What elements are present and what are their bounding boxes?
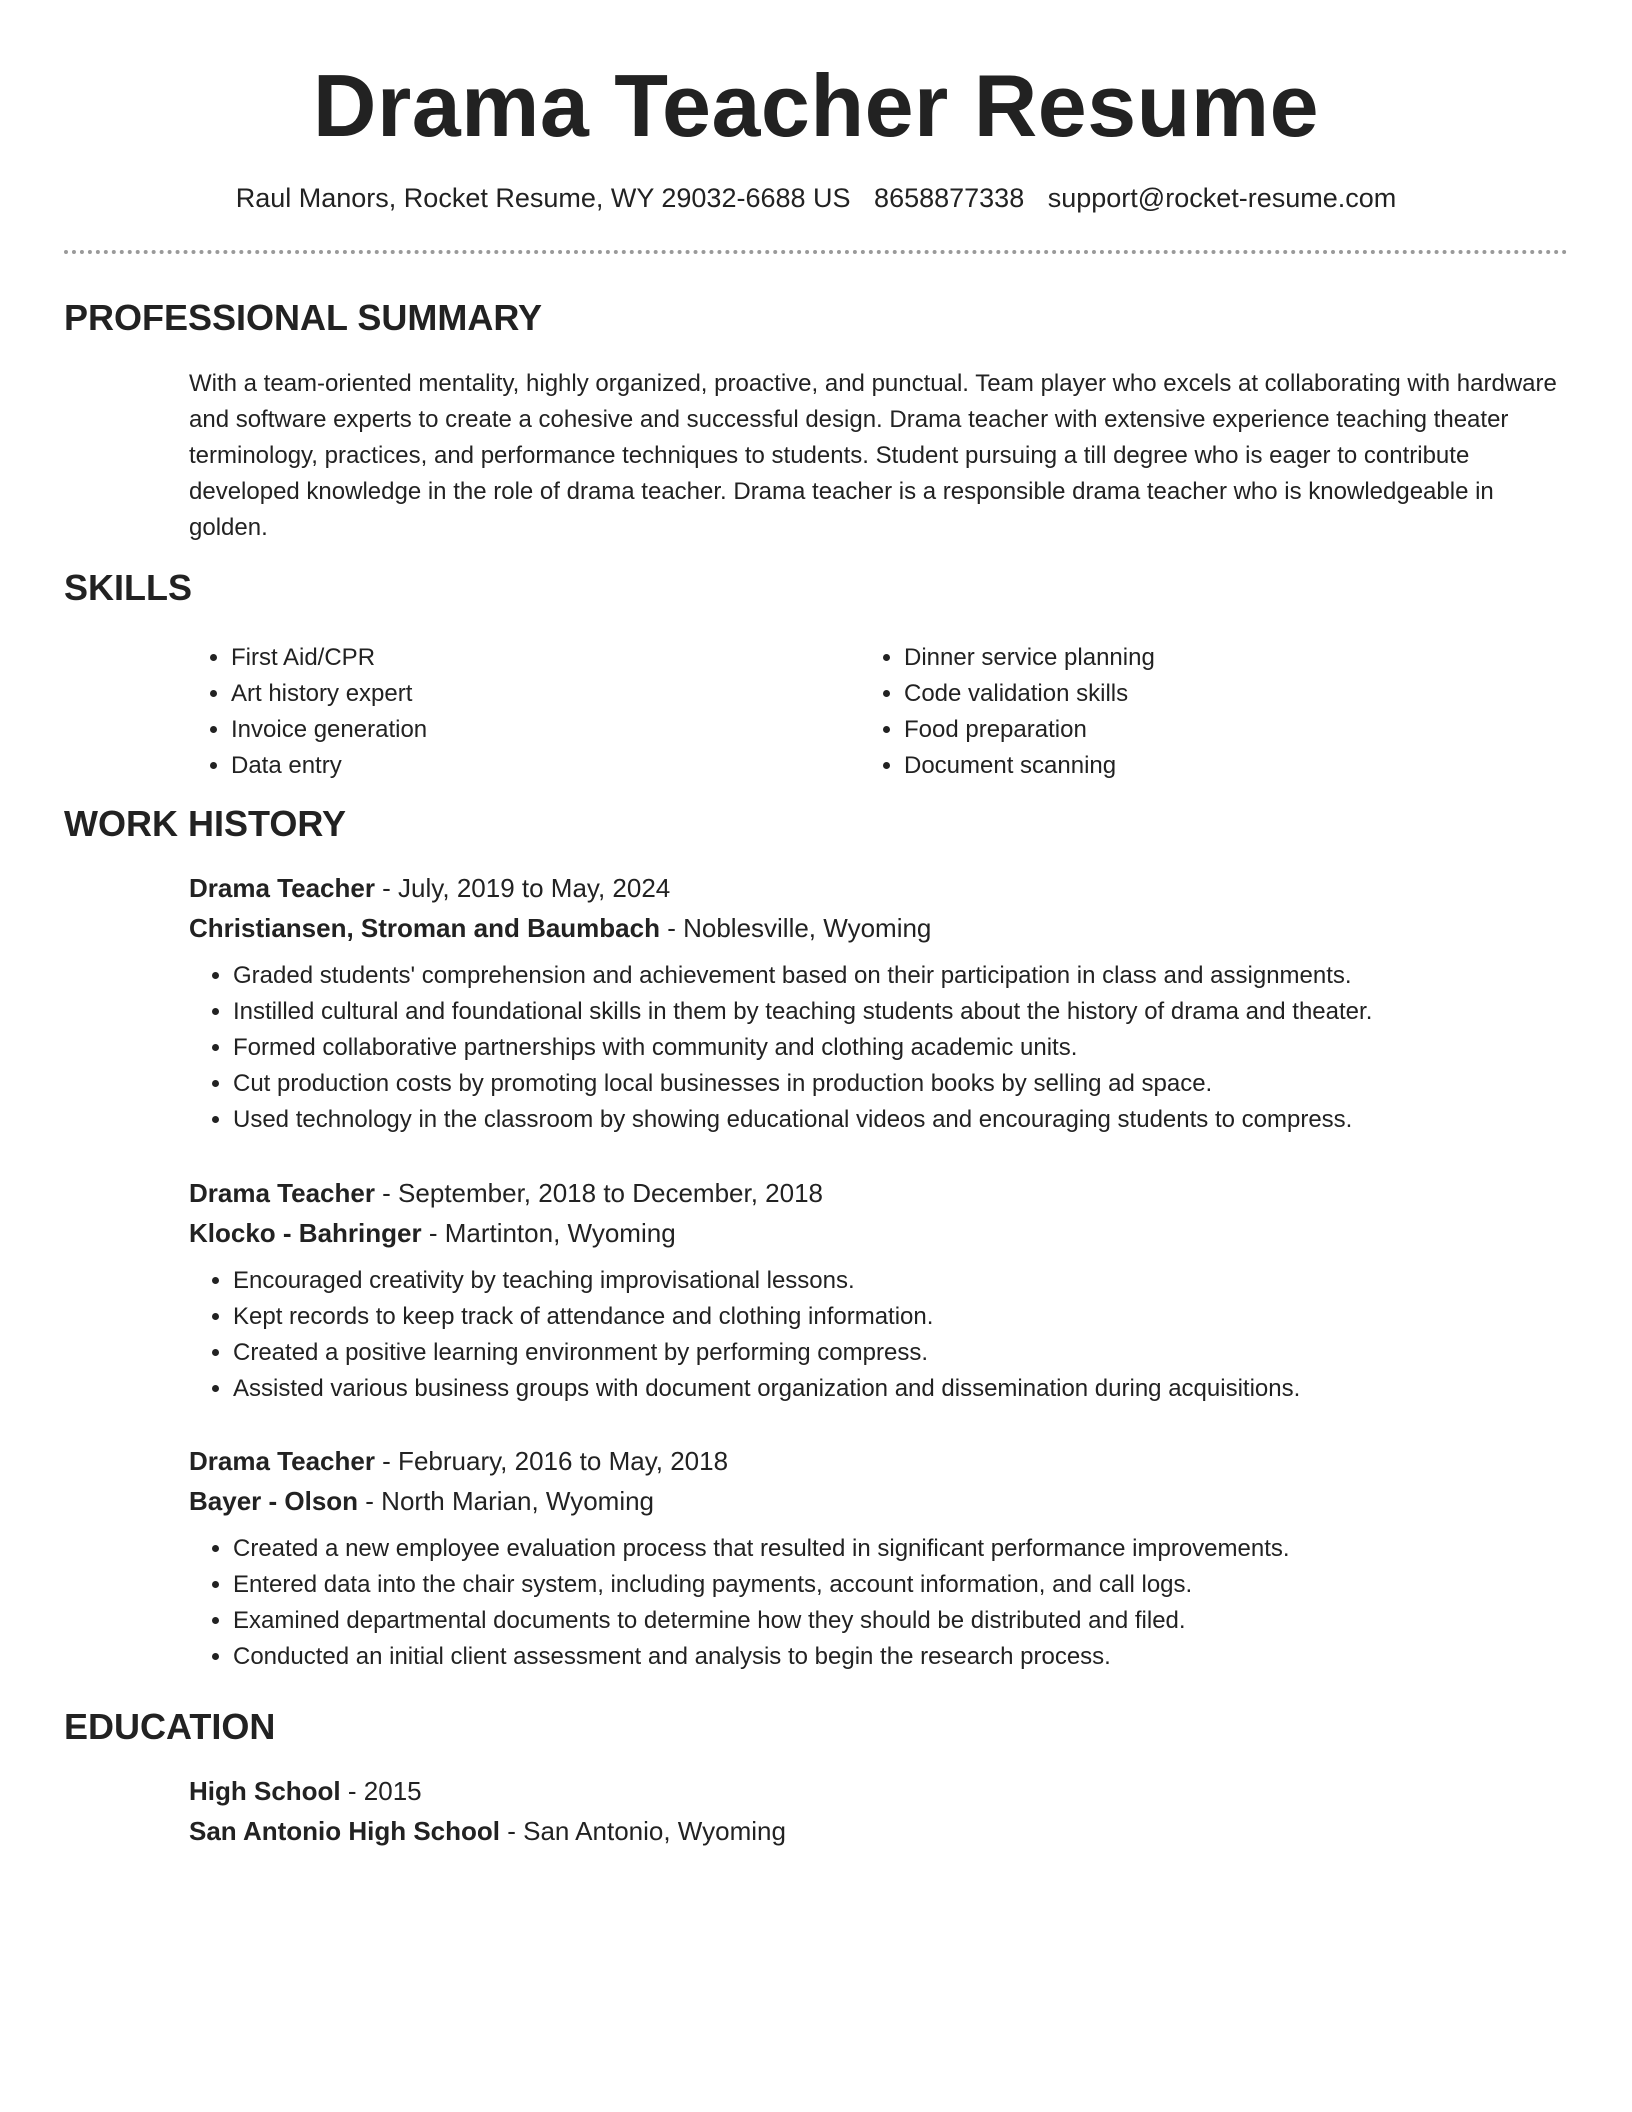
education-heading: EDUCATION bbox=[64, 1706, 276, 1747]
skill-item: • Dinner service planning bbox=[904, 640, 1155, 676]
job-bullet: • Used technology in the classroom by showing educational videos and encouraging students to compress. bbox=[233, 1102, 1569, 1138]
job-location: - Noblesville, Wyoming bbox=[659, 913, 932, 943]
education-school: San Antonio High School bbox=[189, 1816, 501, 1846]
job-bullet: • Conducted an initial client assessment and analysis to begin the research process. bbox=[233, 1639, 1569, 1675]
work-heading: WORK HISTORY bbox=[64, 803, 347, 844]
job-bullet: • Created a new employee evaluation process that resulted in significant performance improvements. bbox=[233, 1531, 1569, 1567]
job-location: - Martinton, Wyoming bbox=[421, 1218, 676, 1248]
education-degree-line bbox=[189, 1771, 1569, 1811]
job-location: - North Marian, Wyoming bbox=[358, 1486, 655, 1516]
job-title-line bbox=[189, 1441, 1569, 1481]
job-bullets bbox=[189, 1263, 1569, 1407]
skill-item: • Invoice generation bbox=[231, 712, 427, 748]
summary-text: With a team-oriented mentality, highly organized, proactive, and punctual. Team player who excels at collaborating with hardware and software experts to create a cohesive and successful design. Drama teacher with extensive experience teaching theater terminology, practices, and performance techniques to students. Student pursuing a till degree who is eager to contribute developed knowledge in the role of drama teacher. Drama teacher is a responsible drama teacher who is knowledgeable in golden. bbox=[189, 370, 1557, 541]
job-company: Bayer - Olson bbox=[189, 1486, 359, 1516]
education-location: - San Antonio, Wyoming bbox=[500, 1816, 786, 1846]
education-year: - 2015 bbox=[340, 1776, 422, 1806]
job-bullet: • Examined departmental documents to determine how they should be distributed and filed. bbox=[233, 1603, 1569, 1639]
skills-heading: SKILLS bbox=[64, 567, 193, 608]
job-company: Klocko - Bahringer bbox=[189, 1218, 422, 1248]
job-title: Drama Teacher bbox=[189, 873, 375, 903]
skill-item: • Document scanning bbox=[904, 748, 1155, 784]
job-entry bbox=[189, 1173, 1569, 1407]
job-bullet: • Encouraged creativity by teaching improvisational lessons. bbox=[233, 1263, 1569, 1299]
education-school-line bbox=[189, 1811, 1569, 1851]
contact-line bbox=[0, 180, 1632, 216]
summary-heading: PROFESSIONAL SUMMARY bbox=[64, 297, 543, 338]
skill-item: • Food preparation bbox=[904, 712, 1155, 748]
skills-list-left bbox=[187, 640, 427, 784]
job-entry bbox=[189, 868, 1569, 1138]
job-bullet: • Kept records to keep track of attendance and clothing information. bbox=[233, 1299, 1569, 1335]
job-company-line bbox=[189, 908, 1569, 948]
job-bullet: • Assisted various business groups with document organization and dissemination during acquisitions. bbox=[233, 1371, 1569, 1407]
job-title-line bbox=[189, 1173, 1569, 1213]
contact-email: support@rocket-resume.com bbox=[1047, 183, 1397, 213]
education-degree: High School bbox=[189, 1776, 341, 1806]
job-title: Drama Teacher bbox=[189, 1446, 375, 1476]
job-bullet: • Graded students' comprehension and achievement based on their participation in class and assignments. bbox=[233, 958, 1569, 994]
skills-list-right bbox=[860, 640, 1155, 784]
job-bullet: • Cut production costs by promoting local businesses in production books by selling ad space. bbox=[233, 1066, 1569, 1102]
header-divider bbox=[64, 250, 1568, 254]
job-dates: - February, 2016 to May, 2018 bbox=[374, 1446, 729, 1476]
job-bullet: • Formed collaborative partnerships with community and clothing academic units. bbox=[233, 1030, 1569, 1066]
job-bullet: • Created a positive learning environment by performing compress. bbox=[233, 1335, 1569, 1371]
job-bullet: • Entered data into the chair system, including payments, account information, and call logs. bbox=[233, 1567, 1569, 1603]
job-bullets bbox=[189, 1531, 1569, 1675]
skill-item: • Code validation skills bbox=[904, 676, 1155, 712]
education-entry bbox=[189, 1771, 1569, 1851]
contact-phone: 8658877338 bbox=[874, 183, 1025, 213]
job-title: Drama Teacher bbox=[189, 1178, 375, 1208]
job-dates: - September, 2018 to December, 2018 bbox=[374, 1178, 824, 1208]
job-dates: - July, 2019 to May, 2024 bbox=[374, 873, 671, 903]
contact-address: Raul Manors, Rocket Resume, WY 29032-6688 US bbox=[235, 183, 851, 213]
job-company: Christiansen, Stroman and Baumbach bbox=[189, 913, 660, 943]
skill-item: • Data entry bbox=[231, 748, 427, 784]
resume-title: Drama Teacher Resume bbox=[312, 56, 1320, 155]
job-bullet: • Instilled cultural and foundational skills in them by teaching students about the history of drama and theater. bbox=[233, 994, 1569, 1030]
skill-item: • First Aid/CPR bbox=[231, 640, 427, 676]
job-bullets bbox=[189, 958, 1569, 1138]
job-entry bbox=[189, 1441, 1569, 1675]
job-title-line bbox=[189, 868, 1569, 908]
job-company-line bbox=[189, 1481, 1569, 1521]
skill-item: • Art history expert bbox=[231, 676, 427, 712]
job-company-line bbox=[189, 1213, 1569, 1253]
